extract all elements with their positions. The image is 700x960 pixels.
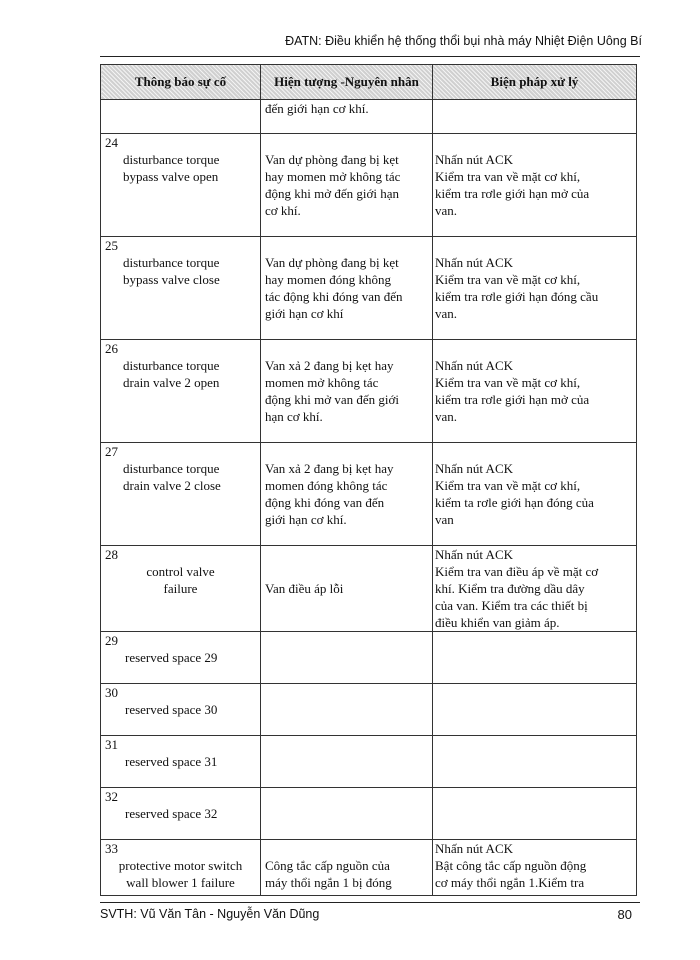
fault-message-line: disturbance torque: [123, 152, 220, 167]
action-line: Kiểm tra van về mặt cơ khí,: [435, 375, 581, 390]
cause-line: động khi đóng van đến: [265, 495, 385, 510]
cause-line: máy thổi ngắn 1 bị đóng: [265, 875, 392, 890]
cause-line: hay momen mở không tác: [265, 169, 401, 184]
action-cell: [433, 546, 637, 632]
action-line: Nhấn nút ACK: [435, 255, 513, 270]
fault-message-line: reserved space 32: [125, 806, 218, 821]
message-cell: [101, 340, 261, 443]
table-row: [101, 788, 637, 840]
fault-table: [100, 64, 637, 896]
action-line: khí. Kiểm tra đường dầu dây: [435, 581, 585, 596]
message-cell: [101, 134, 261, 237]
page-number: 80: [617, 907, 632, 922]
action-line: Nhấn nút ACK: [435, 152, 513, 167]
action-line: Bật công tắc cấp nguồn động: [435, 858, 587, 873]
cause-line: động khi mở đến giới hạn: [265, 186, 399, 201]
header-rule: [100, 56, 640, 57]
action-line: van: [435, 512, 454, 527]
fault-message-line: drain valve 2 open: [123, 375, 220, 390]
cause-line: Công tắc cấp nguồn của: [265, 858, 390, 873]
table-header-row: [101, 65, 637, 100]
cause-cell: [261, 736, 433, 788]
fault-number: 26: [105, 341, 118, 356]
fault-number: 32: [105, 789, 118, 804]
fault-message-line: disturbance torque: [123, 461, 220, 476]
cause-line: tác động khi đóng van đến: [265, 289, 403, 304]
cause-cell: [261, 443, 433, 546]
action-line: điều khiển van giảm áp.: [435, 615, 560, 630]
cause-line: hay momen đóng không: [265, 272, 392, 287]
action-line: van.: [435, 203, 458, 218]
page-header: ĐATN: Điều khiển hệ thống thổi bụi nhà máy Nhiệt Điện Uông Bí: [285, 34, 642, 48]
message-cell: [101, 788, 261, 840]
fault-number: 25: [105, 238, 118, 253]
action-cell: [433, 134, 637, 237]
message-cell: [101, 546, 261, 632]
footer-authors: SVTH: Vũ Văn Tân - Nguyễn Văn Dũng: [100, 907, 320, 921]
fault-message-line: wall blower 1 failure: [126, 875, 235, 890]
action-line: kiểm tra rơle giới hạn đóng cầu: [435, 289, 599, 304]
action-line: Kiểm tra van về mặt cơ khí,: [435, 169, 581, 184]
action-line: Kiểm tra van về mặt cơ khí,: [435, 272, 581, 287]
fault-message-line: drain valve 2 close: [123, 478, 221, 493]
cause-cell: [261, 340, 433, 443]
cause-line: momen mở không tác: [265, 375, 379, 390]
column-header-cause: Hiện tượng -Nguyên nhân: [261, 65, 433, 100]
cause-cell: [261, 237, 433, 340]
fault-message-line: reserved space 29: [125, 650, 218, 665]
message-cell: [101, 632, 261, 684]
action-cell: [433, 237, 637, 340]
fault-number: 31: [105, 737, 118, 752]
cause-cell: [261, 546, 433, 632]
action-line: kiểm tra rơle giới hạn mở của: [435, 392, 590, 407]
message-cell: [101, 100, 261, 134]
fault-number: 29: [105, 633, 118, 648]
fault-number: 27: [105, 444, 118, 459]
table-row: [101, 340, 637, 443]
action-line: Nhấn nút ACK: [435, 547, 513, 562]
action-cell: [433, 100, 637, 134]
action-cell: [433, 684, 637, 736]
fault-number: 33: [105, 841, 118, 856]
cause-cell: [261, 134, 433, 237]
cause-cell: [261, 100, 433, 134]
message-cell: [101, 443, 261, 546]
action-cell: [433, 443, 637, 546]
cause-line: Van xả 2 đang bị kẹt hay: [265, 358, 394, 373]
table-row-continuation: [101, 100, 637, 134]
cause-line: momen đóng không tác: [265, 478, 388, 493]
column-header-action: Biện pháp xử lý: [433, 65, 637, 100]
action-line: Nhấn nút ACK: [435, 358, 513, 373]
action-line: Kiểm tra van điều áp về mặt cơ: [435, 564, 599, 579]
table-row: [101, 736, 637, 788]
action-line: van.: [435, 306, 458, 321]
action-cell: [433, 840, 637, 896]
cause-cell: [261, 840, 433, 896]
cause-line: động khi mở van đến giới: [265, 392, 399, 407]
cause-cell: [261, 632, 433, 684]
table-row: [101, 443, 637, 546]
table-row: [101, 134, 637, 237]
cause-line: Van dự phòng đang bị kẹt: [265, 152, 399, 167]
fault-number: 24: [105, 135, 118, 150]
cause-line: Van xả 2 đang bị kẹt hay: [265, 461, 394, 476]
action-line: Nhấn nút ACK: [435, 841, 513, 856]
fault-number: 30: [105, 685, 118, 700]
action-cell: [433, 736, 637, 788]
message-cell: [101, 840, 261, 896]
fault-message-line: disturbance torque: [123, 358, 220, 373]
fault-message-line: protective motor switch: [118, 858, 243, 873]
fault-message-line: bypass valve close: [123, 272, 220, 287]
cause-line: Van dự phòng đang bị kẹt: [265, 255, 399, 270]
table-row: [101, 237, 637, 340]
fault-message-line: bypass valve open: [123, 169, 219, 184]
message-cell: [101, 736, 261, 788]
message-cell: [101, 684, 261, 736]
fault-message-line: disturbance torque: [123, 255, 220, 270]
cause-line: giới hạn cơ khí.: [265, 512, 347, 527]
table-row: [101, 684, 637, 736]
table-row: [101, 840, 637, 896]
message-cell: [101, 237, 261, 340]
fault-number: 28: [105, 547, 118, 562]
action-cell: [433, 340, 637, 443]
cause-line: đến giới hạn cơ khí.: [265, 101, 369, 116]
action-line: Kiểm tra van về mặt cơ khí,: [435, 478, 581, 493]
fault-message-line: reserved space 31: [125, 754, 218, 769]
table-row: [101, 546, 637, 632]
action-line: kiểm tra rơle giới hạn mở của: [435, 186, 590, 201]
action-line: của van. Kiểm tra các thiết bị: [435, 598, 588, 613]
action-cell: [433, 632, 637, 684]
action-line: Nhấn nút ACK: [435, 461, 513, 476]
fault-message-line: reserved space 30: [125, 702, 218, 717]
footer-rule: [100, 902, 640, 903]
fault-message-line: control valve: [146, 564, 215, 579]
action-cell: [433, 788, 637, 840]
table-row: [101, 632, 637, 684]
fault-message-line: failure: [163, 581, 198, 596]
action-line: kiểm ta rơle giới hạn đóng của: [435, 495, 594, 510]
cause-line: hạn cơ khí.: [265, 409, 323, 424]
cause-line: Van điều áp lỗi: [265, 581, 344, 596]
column-header-message: Thông báo sự cố: [101, 65, 261, 100]
action-line: van.: [435, 409, 458, 424]
cause-cell: [261, 788, 433, 840]
cause-line: giới hạn cơ khí: [265, 306, 344, 321]
action-line: cơ máy thổi ngắn 1.Kiểm tra: [435, 875, 585, 890]
cause-cell: [261, 684, 433, 736]
cause-line: cơ khí.: [265, 203, 301, 218]
